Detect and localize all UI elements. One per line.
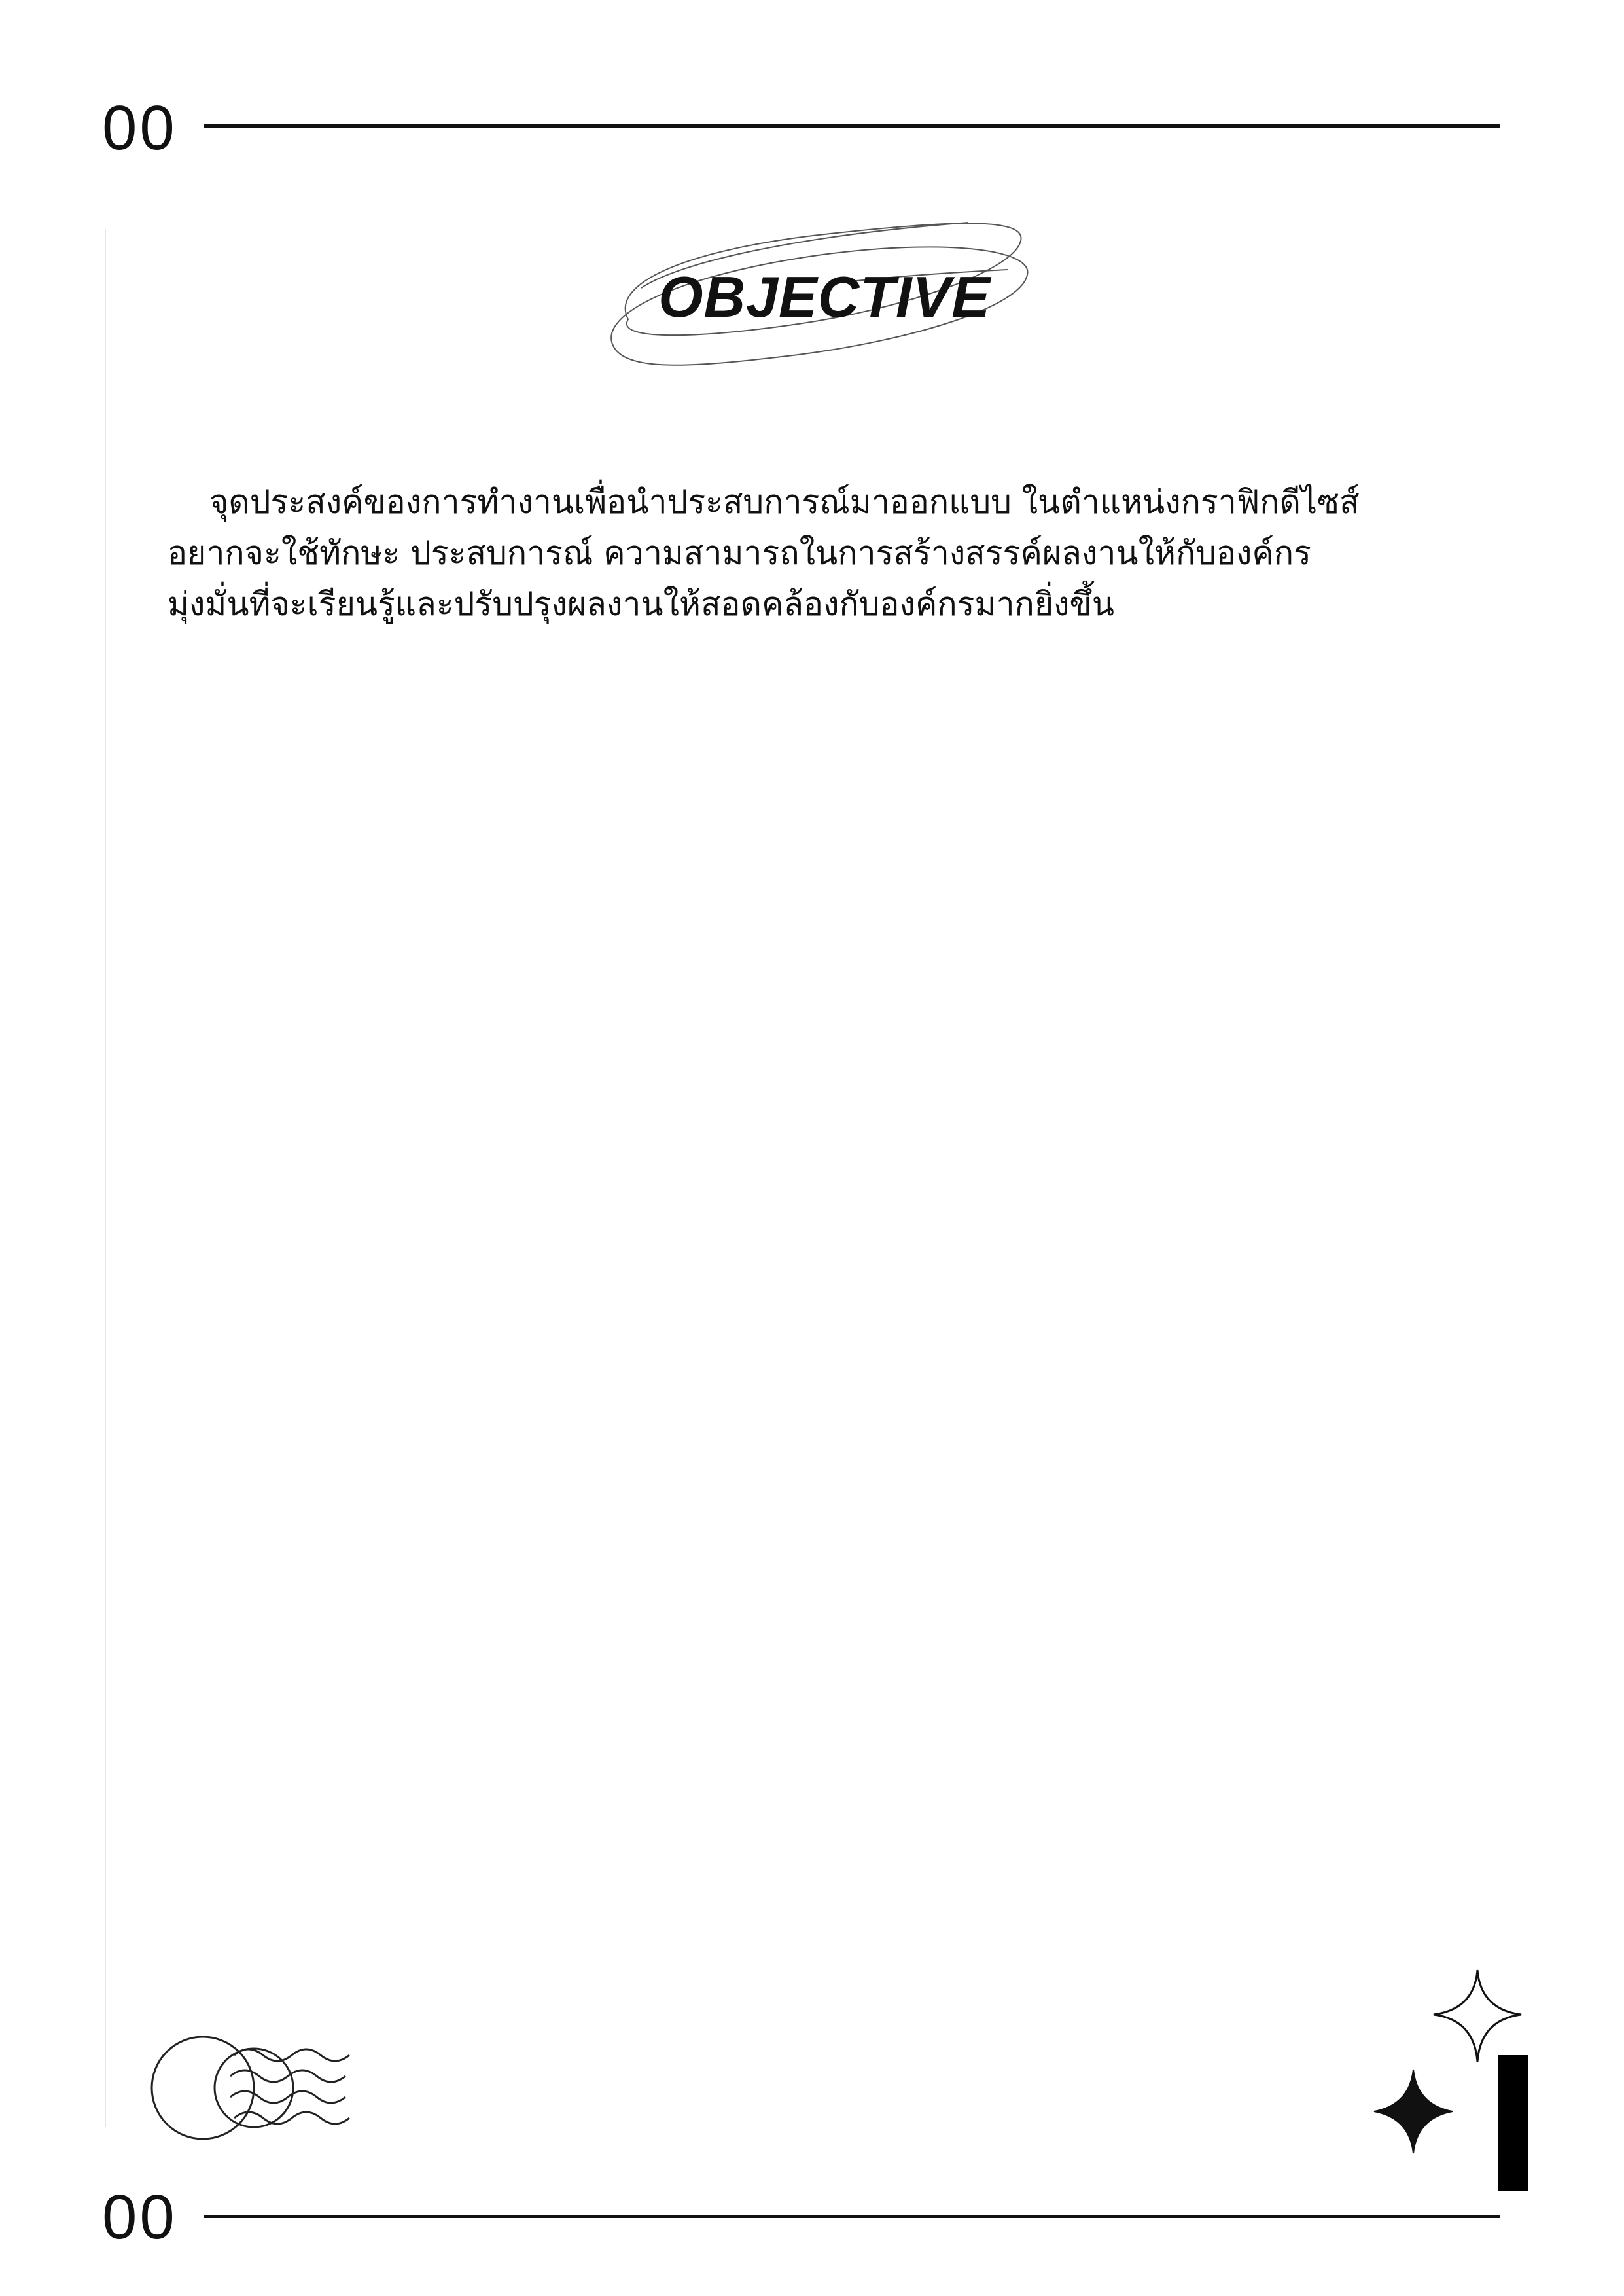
paragraph-line: มุ่งมั่นที่จะเรียนรู้และปรับปรุงผลงานให้สอดคล้องกับองค์กรมากยิ่งขึ้น xyxy=(168,585,1114,623)
postmark-icon xyxy=(149,2029,398,2147)
top-rule xyxy=(204,124,1500,128)
page-number-bottom: 00 xyxy=(102,2182,177,2252)
section-heading xyxy=(602,209,1047,380)
page-number-top: 00 xyxy=(102,93,177,163)
accent-bar xyxy=(1498,2055,1528,2191)
paragraph-line: จุดประสงค์ของการทำงานเพื่อนำประสบการณ์มาออกแบบ ในตำแหน่งกราฟิกดีไซส์ xyxy=(209,483,1360,521)
paragraph-line: อยากจะใช้ทักษะ ประสบการณ์ ความสามารถในการสร้างสรรค์ผลงานให้กับองค์กร xyxy=(168,534,1311,572)
side-divider xyxy=(105,229,106,2127)
bottom-rule xyxy=(204,2215,1500,2218)
section-title: OBJECTIVE xyxy=(658,264,991,329)
objective-paragraph xyxy=(168,476,1515,630)
